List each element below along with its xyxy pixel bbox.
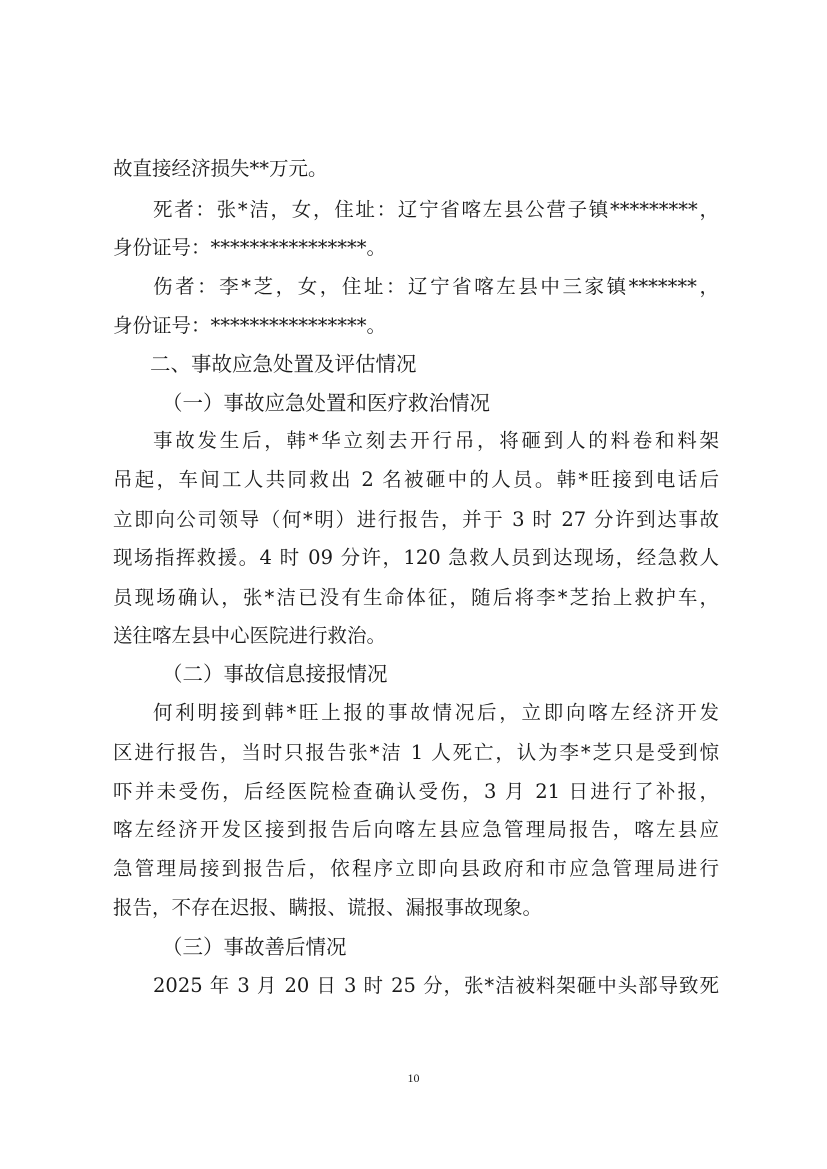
text-line: 身份证号：****************。 xyxy=(113,236,387,259)
subsection-heading: （一）事故应急处置和医疗救治情况 xyxy=(162,391,490,415)
subsection-heading: （二）事故信息接报情况 xyxy=(162,662,388,686)
subsection-heading: （三）事故善后情况 xyxy=(162,935,347,959)
text-line: 急管理局接到报告后，依程序立即向县政府和市应急管理局进行 xyxy=(113,857,719,880)
text-line: 吊起，车间工人共同救出 2 名被砸中的人员。韩*旺接到电话后 xyxy=(113,468,719,491)
text-line: 现场指挥救援。4 时 09 分许，120 急救人员到达现场，经急救人 xyxy=(113,546,719,569)
text-line: 吓并未受伤，后经医院检查确认受伤，3 月 21 日进行了补报， xyxy=(113,780,719,803)
text-line: 何利明接到韩*旺上报的事故情况后，立即向喀左经济开发 xyxy=(153,701,719,724)
text-line: 立即向公司领导（何*明）进行报告，并于 3 时 27 分许到达事故 xyxy=(113,508,719,531)
text-line: 喀左经济开发区接到报告后向喀左县应急管理局报告，喀左县应 xyxy=(113,818,719,841)
text-line: 身份证号：****************。 xyxy=(113,314,387,337)
text-line: 2025 年 3 月 20 日 3 时 25 分，张*洁被料架砸中头部导致死 xyxy=(153,974,719,997)
text-line: 死者：张*洁，女，住址：辽宁省喀左县公营子镇*********， xyxy=(153,198,719,221)
section-heading: 二、事故应急处置及评估情况 xyxy=(150,352,417,376)
text-line: 伤者：李*芝，女，住址：辽宁省喀左县中三家镇*******， xyxy=(153,275,719,298)
text-line: 员现场确认，张*洁已没有生命体征，随后将李*芝抬上救护车， xyxy=(113,586,719,609)
text-line: 故直接经济损失**万元。 xyxy=(113,157,328,180)
text-line: 区进行报告，当时只报告张*洁 1 人死亡，认为李*芝只是受到惊 xyxy=(113,741,719,764)
text-line: 报告，不存在迟报、瞒报、谎报、漏报事故现象。 xyxy=(113,896,543,919)
text-line: 送往喀左县中心医院进行救治。 xyxy=(113,624,387,647)
page-number: 10 xyxy=(407,1071,420,1085)
text-line: 事故发生后，韩*华立刻去开行吊，将砸到人的料卷和料架 xyxy=(153,429,719,452)
